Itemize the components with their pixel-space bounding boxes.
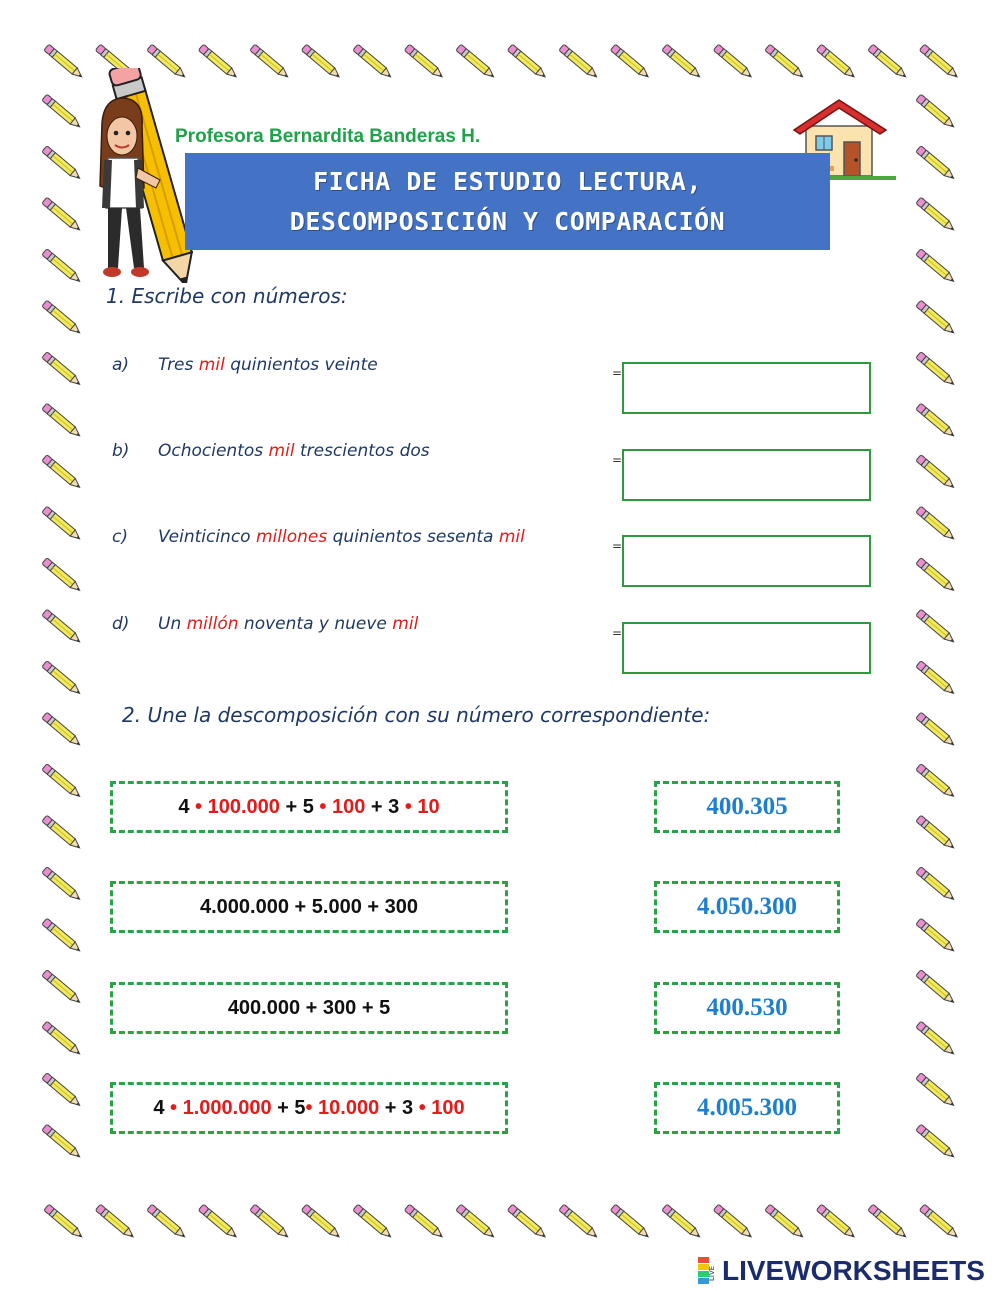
pencil-icon [353,44,393,80]
pencil-icon [301,1204,341,1240]
pencil-icon [662,1204,702,1240]
decomposition-factor: • 100 [418,1096,465,1119]
pencil-icon [916,1124,956,1160]
item-text: quinientos veinte [224,355,378,375]
answer-input[interactable] [622,622,871,674]
number-value: 400.530 [706,994,788,1021]
number-value: 4.005.300 [697,1094,797,1121]
pencil-icon [42,146,82,182]
decomposition-text: 400.000 + 300 + 5 [227,996,391,1019]
pencil-icon [507,44,547,80]
author-name: Profesora Bernardita Banderas H. [175,126,481,147]
pencil-icon [919,1204,959,1240]
exercise-item [112,527,525,547]
pencil-icon [916,146,956,182]
decomposition-box[interactable] [110,781,508,833]
pencil-icon [456,44,496,80]
pencil-icon [916,1073,956,1109]
equals-sign: = [612,626,623,640]
liveworksheets-logo[interactable] [698,1255,985,1287]
pencil-icon [42,970,82,1006]
pencil-icon [42,712,82,748]
pencil-icon [868,1204,908,1240]
item-label: c) [112,527,128,547]
pencil-icon [42,352,82,388]
pencil-icon [916,609,956,645]
decomposition-text: + 5 [271,1096,306,1119]
pencil-icon [353,1204,393,1240]
pencil-icon [916,94,956,130]
logo-text: LIVEWORKSHEETS [722,1255,985,1286]
decomposition-factor: • 100.000 [195,795,280,818]
item-text: Ochocientos [158,441,269,461]
pencil-icon [916,867,956,903]
pencil-icon [198,1204,238,1240]
pencil-icon [816,1204,856,1240]
number-box[interactable] [654,1082,840,1134]
pencil-icon [42,94,82,130]
pencil-icon [44,1204,84,1240]
highlight-word: millones [255,527,328,547]
pencil-icon [610,44,650,80]
decomposition-text: 4 [153,1096,171,1119]
worksheet-title [185,153,830,250]
pencil-icon [301,44,341,80]
decomposition-text: + 3 [379,1096,419,1119]
highlight-word: mil [498,527,525,547]
pencil-icon [507,1204,547,1240]
pencil-icon [456,1204,496,1240]
pencil-icon [662,44,702,80]
pencil-icon [95,1204,135,1240]
title-line-1: FICHA DE ESTUDIO LECTURA, [313,166,702,196]
pencil-icon [42,1021,82,1057]
pencil-icon [42,1124,82,1160]
equals-sign: = [612,539,623,553]
pencil-icon [713,1204,753,1240]
pencil-icon [404,44,444,80]
pencil-icon [250,1204,290,1240]
decomposition-factor: • 10.000 [305,1096,380,1119]
decomposition-factor: • 100 [319,795,366,818]
pencil-icon [559,44,599,80]
pencil-icon [42,815,82,851]
pencil-icon [559,1204,599,1240]
pencil-icon [916,558,956,594]
item-text: Un [158,614,187,634]
number-box[interactable] [654,881,840,933]
answer-input[interactable] [622,449,871,501]
pencil-icon [42,1073,82,1109]
pencil-icon [42,661,82,697]
highlight-word: mil [392,614,419,634]
pencil-icon [868,44,908,80]
pencil-icon [916,506,956,542]
pencil-icon [916,815,956,851]
pencil-icon [42,300,82,336]
exercise-item [112,355,378,375]
pencil-icon [42,249,82,285]
pencil-icon [42,764,82,800]
equals-sign: = [612,453,623,467]
item-text: Veinticinco [158,527,256,547]
pencil-icon [42,867,82,903]
logo-mark: LIVE [708,1265,716,1281]
section-1-title: 1. Escribe con números: [106,284,348,308]
pencil-icon [42,506,82,542]
decomposition-text: 4 [178,795,196,818]
equals-sign: = [612,366,623,380]
answer-input[interactable] [622,535,871,587]
decomposition-text: + 5 [279,795,320,818]
title-line-2: DESCOMPOSICIÓN Y COMPARACIÓN [289,206,726,236]
pencil-icon [916,300,956,336]
pencil-icon [250,44,290,80]
decomposition-factor: • 10 [404,795,440,818]
item-text: trescientos dos [294,441,430,461]
pencil-icon [816,44,856,80]
pencil-icon [765,44,805,80]
number-box[interactable] [654,781,840,833]
item-label: a) [112,355,130,375]
pencil-icon [916,197,956,233]
answer-input[interactable] [622,362,871,414]
pencil-icon [147,1204,187,1240]
highlight-word: mil [268,441,295,461]
pencil-icon [42,403,82,439]
exercise-item [112,441,430,461]
highlight-word: mil [198,355,225,375]
pencil-icon [919,44,959,80]
item-text: quinientos sesenta [327,527,499,547]
pencil-icon [42,609,82,645]
pencil-icon [610,1204,650,1240]
pencil-icon [916,712,956,748]
pencil-icon [916,249,956,285]
pencil-icon [765,1204,805,1240]
pencil-icon [44,44,84,80]
number-box[interactable] [654,982,840,1034]
pencil-icon [916,1021,956,1057]
item-text: Tres [158,355,199,375]
section-2-title: 2. Une la descomposición con su número correspondiente: [122,703,711,727]
pencil-icon [916,661,956,697]
liveworksheets-logo-icon [698,1257,722,1285]
decomposition-text: + 3 [365,795,405,818]
pencil-icon [42,197,82,233]
decomposition-box[interactable] [110,1082,508,1134]
highlight-word: millón [186,614,239,634]
decomposition-box[interactable] [110,881,508,933]
pencil-icon [404,1204,444,1240]
item-label: b) [112,441,130,461]
pencil-icon [916,352,956,388]
pencil-icon [42,455,82,491]
number-value: 400.305 [706,793,788,820]
pencil-icon [713,44,753,80]
exercise-item [112,614,418,634]
pencil-icon [916,970,956,1006]
decomposition-box[interactable] [110,982,508,1034]
item-label: d) [112,614,130,634]
pencil-icon [916,403,956,439]
pencil-icon [916,455,956,491]
item-text: noventa y nueve [238,614,393,634]
pencil-icon [916,918,956,954]
decomposition-text: 4.000.000 + 5.000 + 300 [200,895,418,918]
pencil-icon [42,558,82,594]
pencil-icon [916,764,956,800]
decomposition-factor: • 1.000.000 [170,1096,272,1119]
number-value: 4.050.300 [697,893,797,920]
pencil-icon [42,918,82,954]
